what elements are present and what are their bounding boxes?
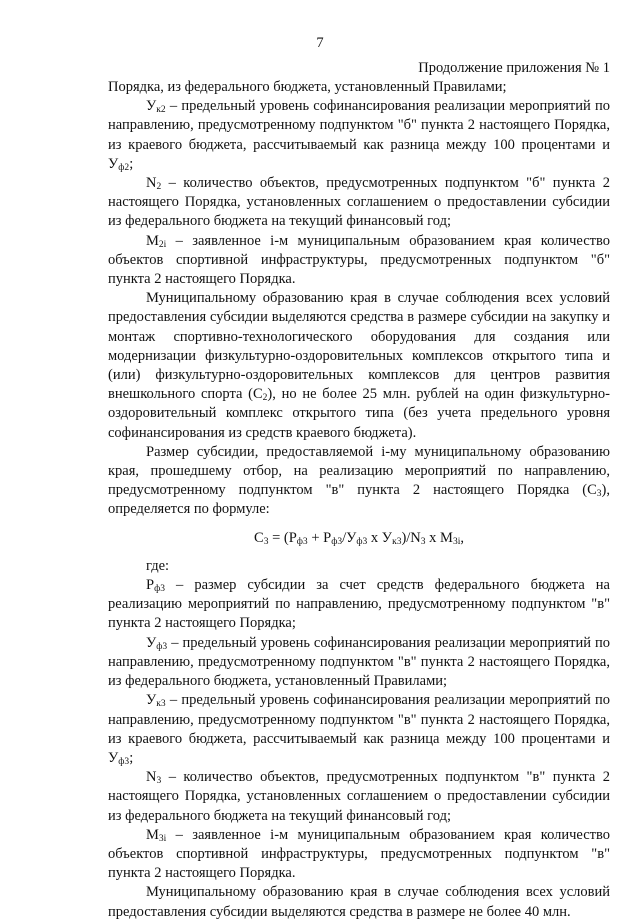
page-number: 7 (316, 35, 324, 51)
symbol-subscript: 2 (262, 393, 268, 404)
paragraph-n3-definition (108, 768, 610, 826)
symbol: Р (146, 577, 155, 594)
paragraph-text: Муниципальному образованию края в случае соблюдения всех условий предоставления субсидии выделяются средства в размере субсидии на закупку и монтаж спортивно-технологического оборудования для создания или модернизации физкультурно-оздоровительных комплексов открытого типа и (или) физкультурно-оздоровительных комплексов для центров развития внешкольного спорта (С (108, 290, 610, 403)
symbol-subscript: ф2 (118, 162, 130, 173)
definition-text: – предельный уровень софинансирования реализации мероприятий по направлению, предусмотренному подпунктом "в" пункта 2 настоящего Порядка, из краевого бюджета, рассчитываемый как разница между 100 процентами и (108, 692, 610, 747)
paragraph-continuation: Порядка, из федерального бюджета, установленный Правилами; (108, 79, 507, 95)
symbol-subscript: ф3 (118, 756, 130, 767)
symbol: M (146, 826, 159, 843)
formula-part: С (254, 529, 264, 546)
symbol-subscript: ф3 (154, 584, 165, 595)
symbol: У (146, 98, 157, 115)
appendix-continuation-note: Продолжение приложения № 1 (418, 60, 610, 76)
formula-subscript: 3 (420, 536, 426, 547)
paragraph-m2i-definition (108, 232, 610, 290)
formula-subscript: ф3 (356, 536, 368, 547)
formula-c3 (108, 529, 610, 548)
formula-subscript: 3i (452, 536, 461, 547)
formula-part: х У (367, 529, 393, 546)
paragraph-text: ), определяется по формуле: (108, 482, 610, 518)
formula-part: )/N (401, 529, 421, 546)
formula-part: , (460, 529, 464, 546)
paragraph-uk2-definition (108, 97, 610, 174)
symbol: N (146, 175, 157, 192)
definition-text: – количество объектов, предусмотренных подпунктом "б" пункта 2 настоящего Порядка, установленных соглашением о предоставлении субсидии из федерального бюджета на текущий финансовый год; (108, 175, 610, 230)
where-label: где: (146, 557, 170, 574)
symbol: У (108, 155, 119, 172)
definition-text: – количество объектов, предусмотренных подпунктом "в" пункта 2 настоящего Порядка, установленных соглашением о предоставлении субсидии из федерального бюджета на текущий финансовый год; (108, 769, 610, 824)
paragraph-text: Размер субсидии, предоставляемой i-му муниципальному образованию края, прошедшему отбор, на реализацию мероприятий по направлению, предусмотренному подпунктом "в" пункта 2 настоящего Порядка (С (108, 443, 610, 499)
symbol: N (146, 769, 157, 786)
definition-text: – заявленное i-м муниципальным образованием края количество объектов спортивной инфраструктуры, предусмотренных подпунктом "в" пункта 2 настоящего Порядка. (108, 826, 610, 882)
symbol: M (146, 232, 159, 249)
symbol-subscript: 3 (156, 776, 162, 787)
paragraph-subsidy-size (108, 443, 610, 520)
paragraph-last-allocation: Муниципальному образованию края в случае соблюдения всех условий предоставления субсидии выделяются средства в размере не более 40 млн. (108, 884, 610, 920)
document-body (108, 78, 610, 922)
symbol: У (146, 692, 157, 709)
definition-text: – предельный уровень софинансирования реализации мероприятий по направлению, предусмотренному подпунктом "б" пункта 2 настоящего Порядка, из краевого бюджета, рассчитываемый как разница между 100 процентами и (108, 98, 610, 153)
formula-subscript: ф3 (331, 536, 343, 547)
paragraph-m3i-definition (108, 826, 610, 884)
paragraph-uk3-definition (108, 691, 610, 768)
punctuation: ; (129, 749, 134, 766)
definition-text: – предельный уровень софинансирования реализации мероприятий по направлению, предусмотренному подпунктом "в" пункта 2 настоящего Порядка, из федерального бюджета, установленный Правилами; (108, 634, 610, 690)
paragraph-n2-definition (108, 174, 610, 232)
definition-text: – заявленное i-м муниципальным образованием края количество объектов спортивной инфраструктуры, предусмотренных подпунктом "б" пункта 2 настоящего Порядка. (108, 232, 610, 288)
symbol: У (108, 749, 119, 766)
symbol-subscript: 3i (158, 833, 167, 844)
symbol-subscript: 2 (156, 182, 162, 193)
formula-subscript: 3 (263, 536, 269, 547)
formula-part: /У (342, 529, 357, 546)
formula-part: = (Р (268, 529, 297, 546)
formula-subscript: к3 (392, 536, 402, 547)
punctuation: ; (129, 155, 134, 172)
paragraph-uf3-definition (108, 634, 610, 692)
symbol-subscript: к2 (156, 105, 166, 116)
formula-subscript: ф3 (296, 536, 308, 547)
symbol-subscript: 3 (596, 489, 602, 500)
paragraph-rf3-definition (108, 576, 610, 634)
symbol-subscript: ф3 (156, 641, 168, 652)
definition-text: – размер субсидии за счет средств федерального бюджета на реализацию мероприятий по направлению, предусмотренному подпунктом "в" пункта 2 настоящего Порядка; (108, 577, 610, 632)
formula-part: + Р (307, 529, 332, 546)
symbol-subscript: 2i (158, 239, 167, 250)
formula-part: х M (425, 529, 453, 546)
paragraph-c2-allocation (108, 289, 610, 443)
symbol-subscript: к3 (156, 699, 166, 710)
symbol: У (146, 634, 157, 651)
paragraph-text: ), но не более 25 млн. рублей на один физкультурно-оздоровительный комплекс открытого типа (без учета предельного уровня софинансирования из средств краевого бюджета). (108, 386, 610, 441)
